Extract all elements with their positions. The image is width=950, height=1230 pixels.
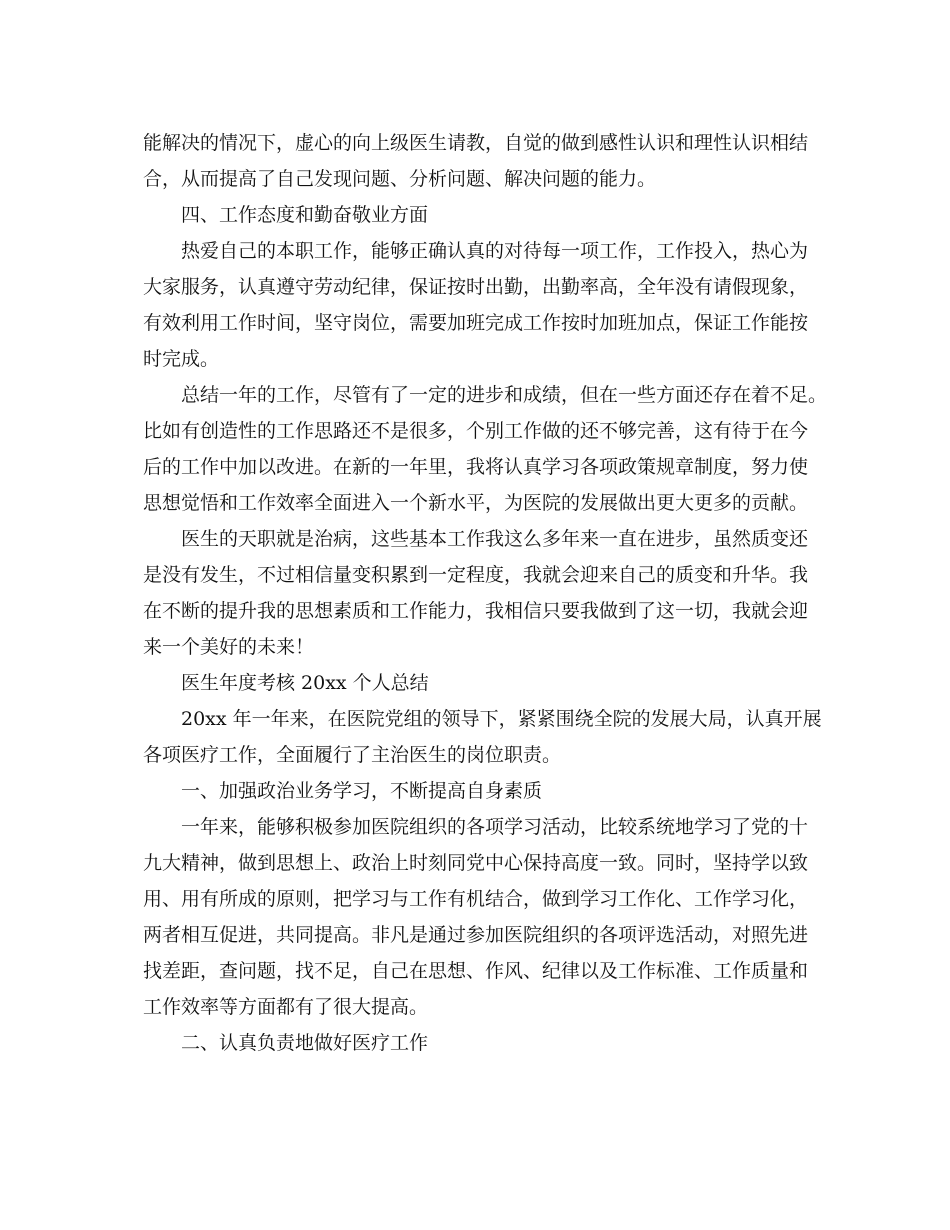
text-line: 热爱自己的本职工作，能够正确认真的对待每一项工作，工作投入，热心为: [181, 240, 809, 262]
text-line: 工作效率等方面都有了很大提高。: [143, 996, 429, 1018]
section-heading: 二、认真负责地做好医疗工作: [181, 1032, 429, 1054]
text-line: 找差距，查问题，找不足，自己在思想、作风、纪律以及工作标准、工作质量和: [143, 960, 809, 982]
section-heading: 四、工作态度和勤奋敬业方面: [181, 204, 429, 226]
text-line: 在不断的提升我的思想素质和工作能力，我相信只要我做到了这一切，我就会迎: [143, 600, 809, 622]
section-heading: 一、加强政治业务学习，不断提高自身素质: [181, 780, 543, 802]
text-line: 一年来，能够积极参加医院组织的各项学习活动，比较系统地学习了党的十: [181, 816, 809, 838]
text-line: 能解决的情况下，虚心的向上级医生请教，自觉的做到感性认识和理性认识相结: [143, 132, 809, 154]
text-line: 各项医疗工作，全面履行了主治医生的岗位职责。: [143, 744, 562, 766]
text-line: 是没有发生，不过相信量变积累到一定程度，我就会迎来自己的质变和升华。我: [143, 564, 809, 586]
text-line: 20xx 年一年来，在医院党组的领导下，紧紧围绕全院的发展大局，认真开展: [181, 708, 822, 730]
text-line: 大家服务，认真遵守劳动纪律，保证按时出勤，出勤率高，全年没有请假现象，: [143, 276, 809, 298]
document-body: [143, 125, 828, 1061]
text-line: 时完成。: [143, 348, 220, 370]
text-line: 医生的天职就是治病，这些基本工作我这么多年来一直在进步，虽然质变还: [181, 528, 809, 550]
text-line: 有效利用工作时间，坚守岗位，需要加班完成工作按时加班加点，保证工作能按: [143, 312, 809, 334]
text-line: 来一个美好的未来！: [143, 636, 315, 658]
text-line: 用、用有所成的原则，把学习与工作有机结合，做到学习工作化、工作学习化，: [143, 888, 809, 910]
text-line: 两者相互促进，共同提高。非凡是通过参加医院组织的各项评选活动，对照先进: [143, 924, 809, 946]
text-line: 九大精神，做到思想上、政治上时刻同党中心保持高度一致。同时，坚持学以致: [143, 852, 809, 874]
text-line: 总结一年的工作，尽管有了一定的进步和成绩，但在一些方面还存在着不足。: [181, 384, 828, 406]
document-title: 医生年度考核 20xx 个人总结: [181, 672, 429, 694]
text-line: 合，从而提高了自己发现问题、分析问题、解决问题的能力。: [143, 168, 657, 190]
text-line: 后的工作中加以改进。在新的一年里，我将认真学习各项政策规章制度，努力使: [143, 456, 809, 478]
text-line: 思想觉悟和工作效率全面进入一个新水平，为医院的发展做出更大更多的贡献。: [143, 492, 809, 514]
text-line: 比如有创造性的工作思路还不是很多，个别工作做的还不够完善，这有待于在今: [143, 420, 809, 442]
